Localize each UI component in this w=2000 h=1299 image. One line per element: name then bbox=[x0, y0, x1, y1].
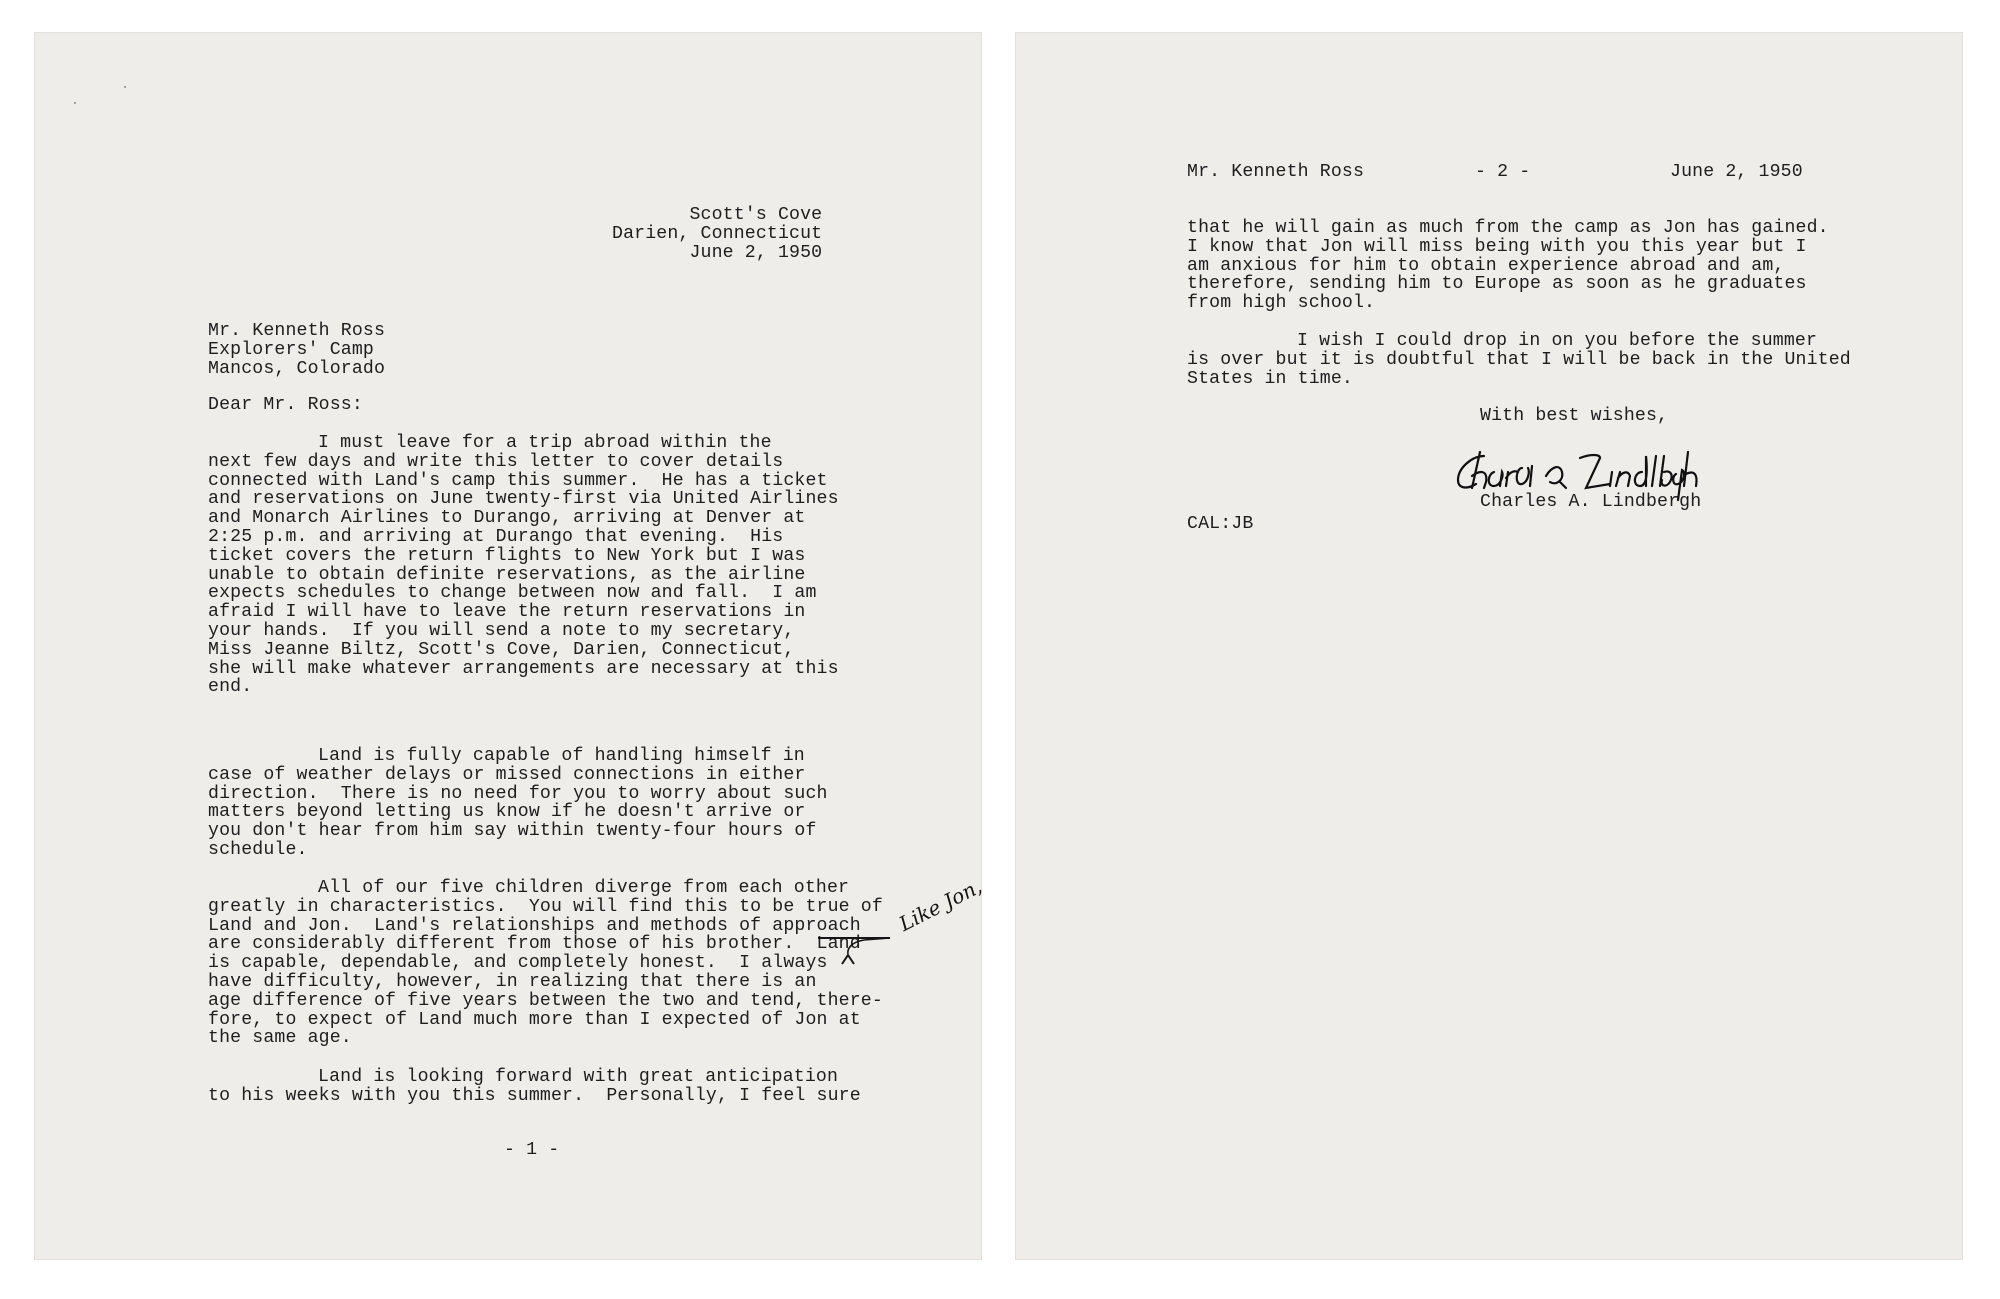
paragraph-line: matters beyond letting us know if he doesn't arrive or bbox=[208, 802, 806, 823]
paragraph-line: is over but it is doubtful that I will be back in the United bbox=[1187, 349, 1851, 370]
paragraph-line: expects schedules to change between now and fall. I am bbox=[208, 583, 817, 604]
paragraph-line: from high school. bbox=[1187, 293, 1376, 314]
sender-address-block bbox=[612, 206, 822, 262]
paragraph-line: she will make whatever arrangements are necessary at this bbox=[208, 658, 839, 679]
paragraph-line: and reservations on June twenty-first via United Airlines bbox=[208, 489, 839, 510]
paragraph-line: I must leave for a trip abroad within the bbox=[318, 433, 772, 453]
paragraph-line: Miss Jeanne Biltz, Scott's Cove, Darien, Connecticut, bbox=[208, 639, 795, 660]
body-paragraph-3 bbox=[208, 879, 883, 1048]
paragraph-line: unable to obtain definite reservations, as the airline bbox=[208, 564, 806, 585]
paragraph-line: therefore, sending him to Europe as soon as he graduates bbox=[1187, 274, 1807, 295]
letter-page-one bbox=[34, 32, 986, 1260]
page-number: - 1 - bbox=[504, 1140, 560, 1160]
paragraph-line: and Monarch Airlines to Durango, arriving at Denver at bbox=[208, 508, 806, 529]
paragraph-line: connected with Land's camp this summer. He has a ticket bbox=[208, 470, 828, 491]
header-date: June 2, 1950 bbox=[1670, 162, 1803, 182]
paragraph-line: States in time. bbox=[1187, 368, 1353, 389]
paragraph-line: to his weeks with you this summer. Personally, I feel sure bbox=[208, 1085, 861, 1106]
body-paragraph-2 bbox=[208, 747, 828, 860]
paragraph-line: direction. There is no need for you to worry about such bbox=[208, 783, 828, 804]
paragraph-line: age difference of five years between the two and tend, there- bbox=[208, 990, 883, 1011]
paragraph-line: schedule. bbox=[208, 839, 308, 860]
paragraph-line: All of our five children diverge from each other bbox=[318, 878, 850, 898]
body-paragraph-closing bbox=[1187, 332, 1851, 388]
paragraph-line: Land is fully capable of handling himself in bbox=[318, 746, 805, 766]
paragraph-line: Land is looking forward with great anticipation bbox=[318, 1067, 839, 1087]
paragraph-line: next few days and write this letter to cover details bbox=[208, 451, 784, 472]
body-paragraph-4 bbox=[208, 1068, 861, 1106]
handwritten-insertion-text: Like Jon, bbox=[895, 874, 986, 936]
body-paragraph-continued bbox=[1187, 219, 1829, 313]
recipient-organization: Explorers' Camp bbox=[208, 339, 374, 360]
sender-street: Scott's Cove bbox=[689, 205, 823, 225]
paragraph-line: are considerably different from those of his brother. Land bbox=[208, 934, 861, 955]
recipient-name: Mr. Kenneth Ross bbox=[208, 321, 386, 341]
paragraph-line: you don't hear from him say within twenty-four hours of bbox=[208, 821, 817, 842]
complimentary-close: With best wishes, bbox=[1480, 406, 1669, 426]
paragraph-line: afraid I will have to leave the return reservations in bbox=[208, 602, 806, 623]
reference-initials: CAL:JB bbox=[1187, 514, 1254, 534]
paragraph-line: is capable, dependable, and completely honest. I always bbox=[208, 953, 828, 974]
paragraph-line: Land and Jon. Land's relationships and methods of approach bbox=[208, 915, 861, 936]
paragraph-line: case of weather delays or missed connections in either bbox=[208, 764, 806, 785]
header-recipient: Mr. Kenneth Ross bbox=[1187, 162, 1365, 182]
paragraph-line: ticket covers the return flights to New York but I was bbox=[208, 545, 806, 566]
letter-date: June 2, 1950 bbox=[689, 242, 823, 263]
paragraph-line: the same age. bbox=[208, 1028, 352, 1049]
letter-page-two bbox=[1015, 32, 1963, 1260]
body-paragraph-1 bbox=[208, 434, 839, 697]
paragraph-line: end. bbox=[208, 677, 253, 698]
paragraph-line: have difficulty, however, in realizing that there is an bbox=[208, 971, 817, 992]
salutation: Dear Mr. Ross: bbox=[208, 395, 363, 415]
paper-speck bbox=[74, 102, 76, 104]
header-page-number: - 2 - bbox=[1475, 162, 1531, 182]
signer-name: Charles A. Lindbergh bbox=[1480, 492, 1702, 512]
paper-speck bbox=[124, 86, 126, 88]
paragraph-line: greatly in characteristics. You will find this to be true of bbox=[208, 896, 883, 917]
sender-town: Darien, Connecticut bbox=[612, 223, 823, 244]
paragraph-line: that he will gain as much from the camp as Jon has gained. bbox=[1187, 218, 1829, 238]
paragraph-line: 2:25 p.m. and arriving at Durango that evening. His bbox=[208, 526, 784, 547]
paragraph-line: I wish I could drop in on you before the summer bbox=[1297, 331, 1818, 351]
paragraph-line: fore, to expect of Land much more than I expected of Jon at bbox=[208, 1009, 861, 1030]
recipient-address-block bbox=[208, 322, 385, 378]
paragraph-line: I know that Jon will miss being with you this year but I bbox=[1187, 236, 1807, 257]
paragraph-line: your hands. If you will send a note to my secretary, bbox=[208, 620, 795, 641]
paragraph-line: am anxious for him to obtain experience abroad and am, bbox=[1187, 255, 1785, 276]
recipient-location: Mancos, Colorado bbox=[208, 358, 386, 379]
